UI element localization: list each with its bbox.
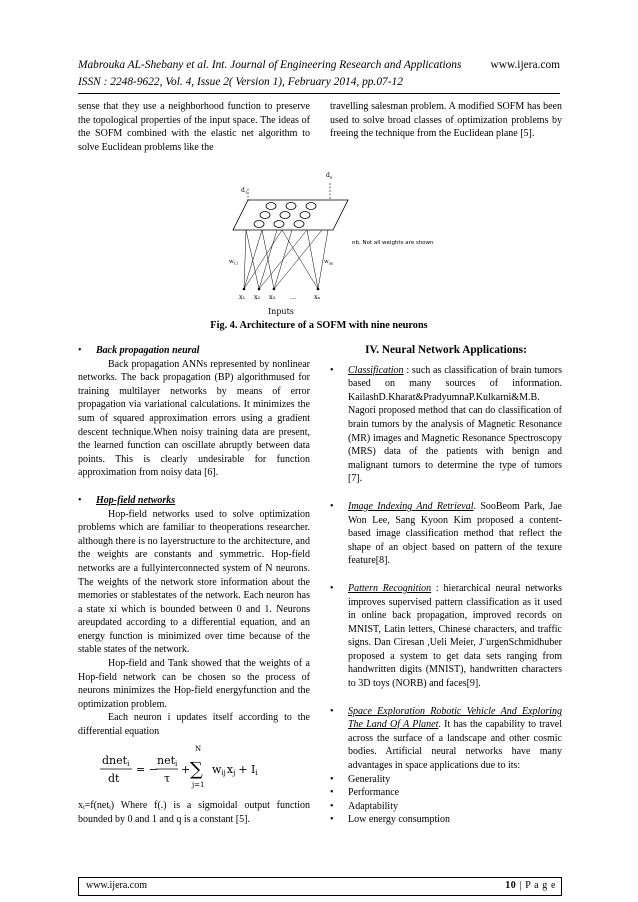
top-left-paragraph: sense that they use a neighborhood function to preserve the topological properties of the input space. The ideas of the SOFM combined with the elastic net algorithm to solve Euclidean problems like the	[78, 101, 310, 153]
svg-text:N: N	[195, 744, 202, 753]
app-item-text: . SooBeom Park, Jae Won Lee, Sang Kyoon Kim proposed a content-based image classification method that reflect the shape of an object based on pattern of the texure feature[8].	[348, 500, 562, 567]
app-item	[330, 364, 562, 486]
bullet-icon: •	[78, 345, 82, 356]
list-item: • Performance	[330, 787, 400, 799]
input-label: x₁	[239, 293, 246, 301]
bullet-icon: •	[330, 705, 334, 717]
svg-text:neti: neti	[157, 753, 178, 768]
app-item	[330, 705, 562, 773]
app-item-head: Image Indexing And Retrieval	[348, 500, 474, 512]
differential-equation	[78, 741, 310, 793]
app-item-head: Classification	[348, 364, 404, 376]
footer-box	[78, 877, 562, 896]
right-column	[330, 344, 562, 827]
section-title: IV. Neural Network Applications:	[365, 344, 527, 356]
bullet-icon: •	[330, 800, 334, 812]
header-site[interactable]: www.ijera.com	[490, 59, 560, 71]
bullet-icon: •	[78, 494, 82, 506]
bullet-icon: •	[330, 500, 334, 512]
hf-paragraph-3: Each neuron i updates itself according to the differential equation	[78, 712, 310, 738]
app-item-text: : hierarchical neural networks improves supervised pattern classification as it used in online back propagation, improved records on MNIST, Latin letters, Chinese characters, and traffic signs. Dan Ciresan ,Ueli Meier, J¨urgenSchmidhuber proposed a system to get data sets ranging from handwritten digits (MNIST), handwritten characters to 3D toys (NORB) and faces[9].	[348, 582, 562, 690]
neuron	[306, 203, 316, 210]
neuron	[254, 221, 264, 228]
input-labels	[239, 293, 321, 301]
svg-text:+: +	[181, 762, 191, 776]
neuron	[266, 203, 276, 210]
input-label: x₂	[254, 293, 261, 301]
list-item: • Low energy consumption	[330, 814, 451, 826]
app-item-head: Space Exploration Robotic Vehicle And Exploring The Land Of A Planet	[348, 705, 562, 731]
footer-page	[505, 880, 556, 891]
svg-text:dneti: dneti	[102, 753, 130, 768]
running-header	[78, 57, 560, 91]
svg-text:= −: = −	[136, 762, 158, 776]
svg-text:j=1: j=1	[192, 780, 205, 789]
inputs-label: Inputs	[268, 307, 294, 316]
neuron	[260, 212, 270, 219]
svg-text:wijxj+ Ii: wijxj + Ii	[212, 762, 258, 777]
top-right-paragraph: travelling salesman problem. A modified SOFM has been used to solve broad classes of optimization problems by freeing the technique from the Euclidean plane [5].	[330, 101, 562, 140]
app-item	[330, 500, 562, 568]
hf-paragraph: Hop-field networks used to solve optimization problems which are familiar to theoperations researcher. although there is no layerstructure to the architecture, and the weights are constants and symmetric. Hop-field networks are a fullyinterconnected system of N neurons. The weights of the network store information about the memories or stablestates of the network. Each neuron has a state xi which is bounded between 0 and 1. Neurons areupdated according to a differential equation, and an energy function is minimized over time because of the stable states of the network.	[78, 508, 310, 656]
input-nodes	[243, 288, 320, 291]
label-w11: $w_{11}$	[229, 259, 239, 266]
neuron	[300, 212, 310, 219]
app-item-head: Pattern Recognition	[348, 582, 432, 594]
app-item	[330, 582, 562, 691]
header-issn: ISSN : 2248-9622, Vol. 4, Issue 2( Version 1), February 2014, pp.07-12	[78, 76, 403, 88]
sofm-figure	[229, 168, 434, 318]
page-label: | P a g e	[519, 880, 556, 891]
hf-heading	[78, 494, 310, 508]
input-label: ...	[290, 293, 297, 301]
neuron	[280, 212, 290, 219]
weight-lines	[244, 230, 328, 289]
neuron-plane	[233, 200, 348, 230]
figure-note: nb. Not all weights are shown	[352, 240, 434, 246]
neuron-grid	[254, 203, 316, 228]
after-equation: xᵢ=f(netᵢ) Where f(.) is a sigmoidal output function bounded by 0 and 1 and q is a constant [5].	[78, 800, 310, 825]
label-d1: $d_1$	[241, 187, 248, 195]
header-citation: Mabrouka AL-Shebany et al. Int. Journal of Engineering Research and Applications	[78, 59, 462, 71]
bp-paragraph: Back propagation ANNs represented by nonlinear networks. The back propagation (BP) algorithmused for training multilayer networks by means of error propagation via variational calculations. It minimizes the sum of squared approximation errors using a gradient descent technique.When noisy training data are present, the learned function can oscillate abruptly between data points. This is clearly undesirable for function approximation from noisy data [6].	[78, 358, 310, 479]
hf-title: Hop-field networks	[96, 494, 176, 506]
footer-site[interactable]: www.ijera.com	[86, 880, 147, 891]
neuron	[274, 221, 284, 228]
input-label: xₙ	[314, 293, 321, 301]
svg-text:∑: ∑	[190, 758, 203, 780]
hf-paragraph-2: Hop-field and Tank showed that the weights of a Hop-field network can be chosen so the process of neurons minimizes the Hop-field energyfunction and the optimization problem.	[78, 658, 310, 710]
bp-heading	[78, 344, 310, 358]
bullet-icon: •	[330, 773, 334, 785]
bullet-icon: •	[330, 814, 334, 826]
left-column	[78, 344, 310, 826]
svg-text:dt: dt	[108, 771, 120, 785]
bullet-icon: •	[330, 787, 334, 799]
header-rule	[78, 93, 560, 94]
svg-text:τ: τ	[164, 771, 171, 785]
bp-title: Back propagation neural	[96, 345, 200, 356]
list-item: • Generality	[330, 773, 391, 785]
page-number: 10	[505, 880, 517, 891]
neuron	[294, 221, 304, 228]
bullet-icon: •	[330, 582, 334, 594]
bullet-icon: •	[330, 364, 334, 376]
app-item-text: : such as classification of brain tumors based on many sources of information. KailashD.Kharat&PradyumnaP.Kulkarni&M.B. Nagori proposed method that can do classification of brain tumors by the analysis of Magnetic Resonance (MR) images and Magnetic Resonance Spectroscopy (MRS) data of the patients with benign and malignant tumors to determine the type of tumors [7].	[348, 364, 562, 485]
neuron	[286, 203, 296, 210]
input-label: x₃	[269, 293, 276, 301]
app-item-text: . It has the capability to travel across the surface of a landscape and other cosmic bodies. Artificial neural networks have many advantages in space applications due to its:	[348, 719, 562, 772]
advantages-list	[330, 773, 562, 827]
label-wnn: $w_{nn}$	[324, 259, 334, 266]
label-dn: $d_n$	[326, 172, 333, 180]
list-item: • Adaptability	[330, 800, 398, 812]
figure-caption: Fig. 4. Architecture of a SOFM with nine neurons	[210, 320, 428, 331]
